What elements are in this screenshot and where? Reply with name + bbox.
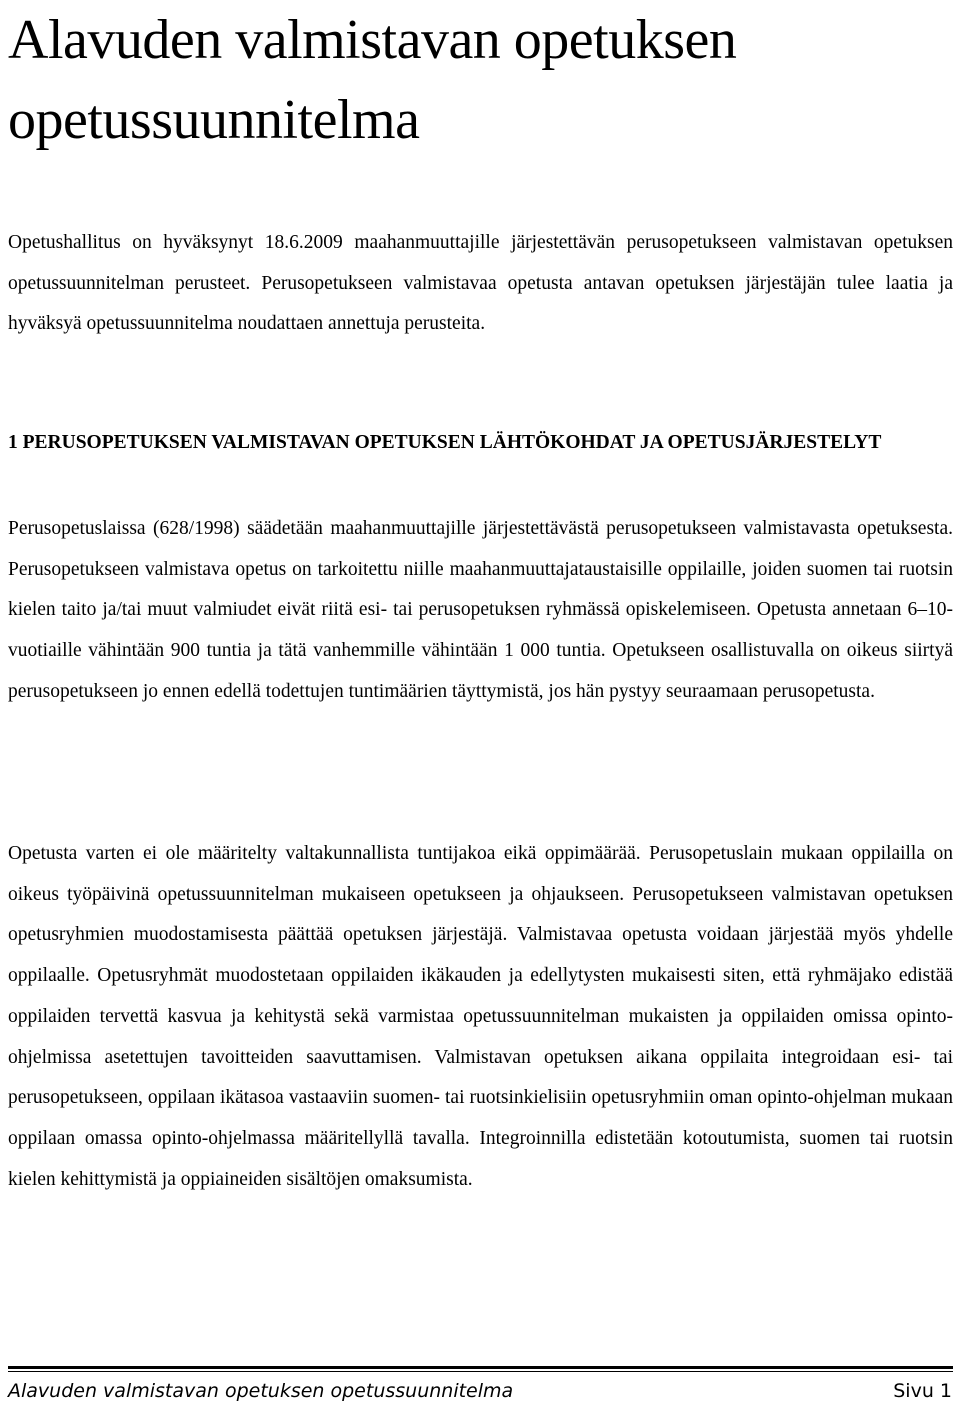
intro-paragraph: Opetushallitus on hyväksynyt 18.6.2009 maahanmuuttajille järjestettävän perusopetukseen valmistavan opetuksen opetussuunnitelman perusteet. Perusopetukseen valmistavaa opetusta antavan opetuksen järjestäjän tulee laatia ja hyväksyä opetussuunnitelma noudattaen annettuja perusteita. (8, 232, 953, 335)
body-paragraph-2: Opetusta varten ei ole määritelty valtakunnallista tuntijakoa eikä oppimäärää. Perusopetuslain mukaan oppilailla on oikeus työpäivinä opetussuunnitelman mukaiseen opetukseen ja ohjaukseen. Perusopetukseen valmistavan opetuksen opetusryhmien muodostamisesta päättää opetuksen järjestäjä. Valmistavaa opetusta voidaan järjestää myös yhdelle oppilaalle. Opetusryhmät muodostetaan oppilaiden ikäkauden ja edellytysten mukaisesti siten, että ryhmäjako edistää oppilaiden tervettä kasvua ja kehitystä sekä varmistaa opetussuunnitelman mukaisten ja oppilaiden omissa opinto-ohjelmissa asetettujen tavoitteiden saavuttamisen. Valmistavan opetuksen aikana oppilaita integroidaan esi- tai perusopetukseen, oppilaan ikätasoa vastaaviin suomen- tai ruotsinkielisiin opetusryhmiin oman opinto-ohjelman mukaan oppilaan omassa opinto-ohjelmassa määritellyllä tavalla. Integroinnilla edistetään kotoutumista, suomen tai ruotsin kielen kehittymistä ja oppiaineiden sisältöjen omaksumista. (8, 843, 953, 1190)
footer-rule (8, 1366, 953, 1369)
footer-rule-thin (8, 1371, 953, 1372)
footer-title: Alavuden valmistavan opetuksen opetussuunnitelma (8, 1380, 514, 1402)
document-title: Alavuden valmistavan opetuksen opetussuunnitelma (8, 9, 737, 151)
body-paragraph-1: Perusopetuslaissa (628/1998) säädetään maahanmuuttajille järjestettävästä perusopetukseen valmistavasta opetuksesta. Perusopetukseen valmistava opetus on tarkoitettu niille maahanmuuttajataustaisille oppilaille, joiden suomen tai ruotsin kielen taito ja/tai muut valmiudet eivät riitä esi- tai perusopetuksen ryhmässä opiskelemiseen. Opetusta annetaan 6‒10-vuotiaille vähintään 900 tuntia ja tätä vanhemmille vähintään 1 000 tuntia. Opetukseen osallistuvalla on oikeus siirtyä perusopetukseen jo ennen edellä todettujen tuntimäärien täyttymistä, jos hän pystyy seuraamaan perusopetusta. (8, 518, 953, 702)
page-number: Sivu 1 (893, 1380, 952, 1402)
section-heading: 1 PERUSOPETUKSEN VALMISTAVAN OPETUKSEN LÄHTÖKOHDAT JA OPETUSJÄRJESTELYT (8, 432, 882, 453)
